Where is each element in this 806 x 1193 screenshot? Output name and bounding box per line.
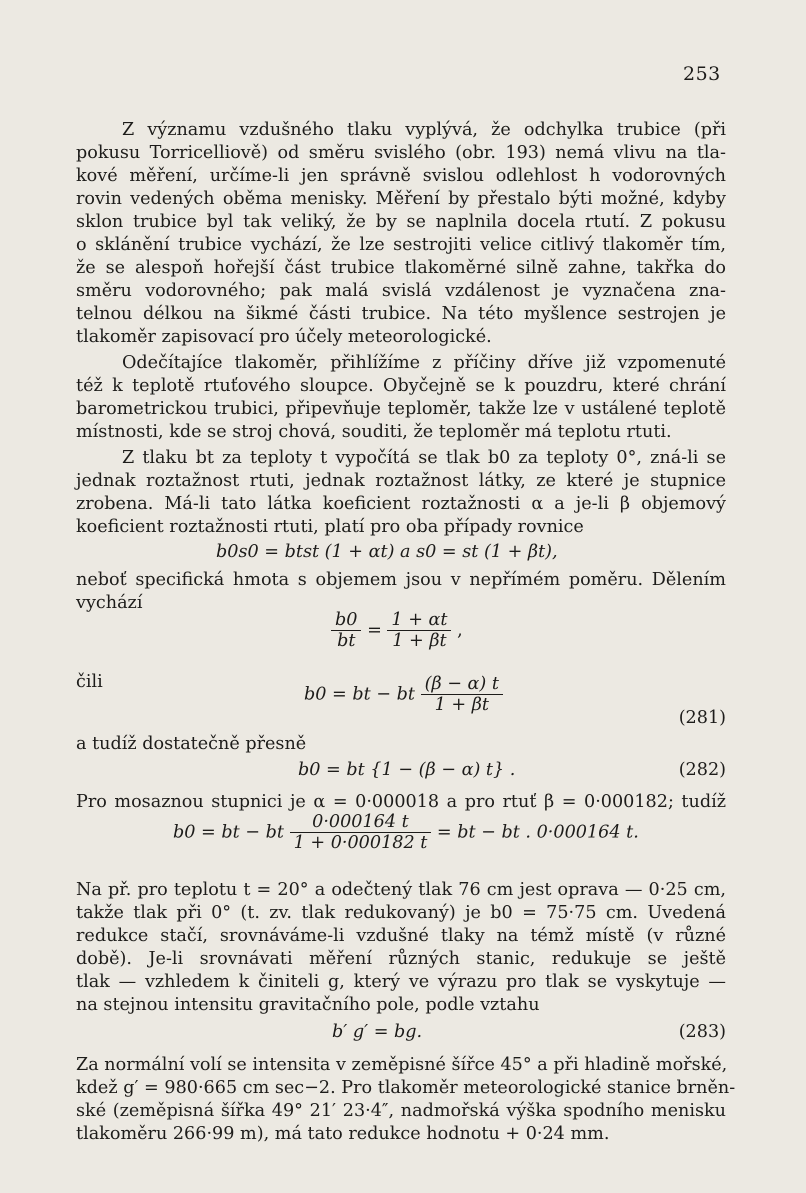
fraction-denominator: 1 + βt xyxy=(387,630,451,651)
fraction xyxy=(331,610,361,651)
equation-lhs: b0 = bt − bt xyxy=(173,822,284,843)
text-line: době). Je-li srovnávati měření různých stanic, redukuje se ještě xyxy=(76,949,726,969)
page-number: 253 xyxy=(683,63,721,85)
equation-number: (281) xyxy=(678,708,726,728)
text-line: tlakoměr zapisovací pro účely meteorologické. xyxy=(76,327,492,347)
text-line: a tudíž dostatečně přesně xyxy=(76,734,307,754)
text-line: na stejnou intensitu gravitačního pole, podle vztahu xyxy=(76,995,540,1015)
text-line: kdež g′ = 980·665 cm sec−2. Pro tlakoměr meteorologické stanice brněn- xyxy=(76,1078,736,1098)
fraction-denominator: 1 + βt xyxy=(421,694,503,715)
text-line: ské (zeměpisná šířka 49° 21′ 23·4″, nadmořská výška spodního menisku xyxy=(76,1101,726,1121)
text-line: Z významu vzdušného tlaku vyplývá, že odchylka trubice (při xyxy=(122,120,726,140)
text-line: tlakoměru 266·99 m), má tato redukce hodnotu + 0·24 mm. xyxy=(76,1124,610,1144)
equation-282: b0 = bt {1 − (β − α) t} . xyxy=(298,760,516,780)
text-line: kové měření, určíme-li jen správně svislou odlehlost h vodorovných xyxy=(76,166,726,186)
text-line: Odečítajíce tlakoměr, přihlížíme z příčiny dříve již vzpomenuté xyxy=(122,353,726,373)
fraction xyxy=(290,812,432,853)
text-line: pokusu Torricelliově) od směru svislého (obr. 193) nemá vlivu na tla- xyxy=(76,143,726,163)
text-line: koeficient roztažnosti rtuti, platí pro oba případy rovnice xyxy=(76,517,584,537)
text-line: Pro mosaznou stupnici je α = 0·000018 a pro rtuť β = 0·000182; tudíž xyxy=(76,792,726,812)
text-line: směru vodorovného; pak malá svislá vzdálenost je vyznačena zna- xyxy=(76,281,726,301)
fraction xyxy=(387,610,451,651)
text-line: vychází xyxy=(76,593,143,613)
text-line: barometrickou trubici, připevňuje teploměr, takže lze v ustálené teplotě xyxy=(76,399,726,419)
equation-rhs: = bt − bt . 0·000164 t. xyxy=(436,822,639,843)
text-line: Z tlaku bt za teploty t vypočítá se tlak b0 za teploty 0°, zná-li se xyxy=(122,448,726,468)
text-line: místnosti, kde se stroj chová, souditi, že teploměr má teplotu rtuti. xyxy=(76,422,672,442)
text-line: jednak roztažnost rtuti, jednak roztažnost látky, ze které je stupnice xyxy=(76,471,726,491)
text-line: sklon trubice byl tak veliký, že by se naplnila docela rtutí. Z pokusu xyxy=(76,212,726,232)
text-line: zrobena. Má-li tato látka koeficient roztažnosti α a je-li β objemový xyxy=(76,494,726,514)
text-line: tlak — vzhledem k činiteli g, který ve výrazu pro tlak se vyskytuje — xyxy=(76,972,726,992)
equation-number: (283) xyxy=(678,1022,726,1042)
equation-lhs: b0 = bt − bt xyxy=(304,684,415,705)
fraction-numerator: 1 + αt xyxy=(391,610,448,630)
text-line: takže tlak při 0° (t. zv. tlak redukovaný) je b0 = 75·75 cm. Uvedená xyxy=(76,903,726,923)
text-line: telnou délkou na šikmé části trubice. Na této myšlence sestrojen je xyxy=(76,304,726,324)
text-line: o sklánění trubice vychází, že lze sestrojiti velice citlivý tlakoměr tím, xyxy=(76,235,726,255)
equation-rovnice: b0s0 = btst (1 + αt) a s0 = st (1 + βt), xyxy=(216,542,558,562)
fraction xyxy=(421,674,503,715)
equation-number: (282) xyxy=(678,760,726,780)
fraction-numerator: (β − α) t xyxy=(424,674,499,694)
equation-283: b′ g′ = bg. xyxy=(332,1022,423,1042)
text-line: Na př. pro teplotu t = 20° a odečtený tlak 76 cm jest oprava — 0·25 cm, xyxy=(76,880,726,900)
equation-numeric xyxy=(173,812,639,853)
equation-281 xyxy=(304,674,503,715)
fraction-denominator: 1 + 0·000182 t xyxy=(290,832,432,853)
text-line: čili xyxy=(76,672,103,692)
text-line: neboť specifická hmota s objemem jsou v nepřímém poměru. Dělením xyxy=(76,570,726,590)
text-line: rovin vedených oběma menisky. Měření by přestalo býti možné, kdyby xyxy=(76,189,726,209)
text-line: Za normální volí se intensita v zeměpisné šířce 45° a při hladině mořské, xyxy=(76,1055,728,1075)
fraction-numerator: b0 xyxy=(335,610,358,630)
text-line: že se alespoň hořejší část trubice tlakoměrné silně zahne, takřka do xyxy=(76,258,726,278)
fraction-denominator: bt xyxy=(331,630,361,651)
equation-ratio: $\frac{b0}{bt}$ = $\frac{1 + \alpha t}{1 + \beta t}$ , xyxy=(331,610,463,651)
text-line: redukce stačí, srovnáváme-li vzdušné tlaky na témž místě (v různé xyxy=(76,926,726,946)
fraction-numerator: 0·000164 t xyxy=(312,812,409,832)
text-line: též k teplotě rtuťového sloupce. Obyčejně se k pouzdru, které chrání xyxy=(76,376,726,396)
